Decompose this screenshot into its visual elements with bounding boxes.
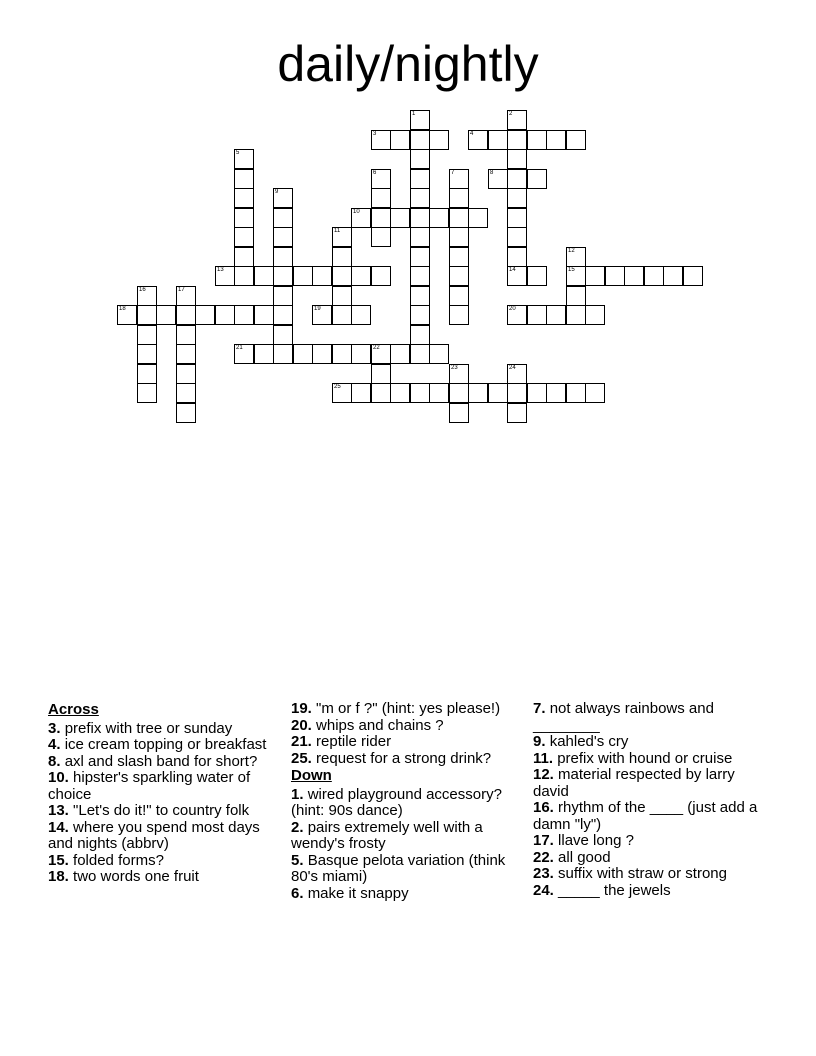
grid-cell[interactable] [449, 305, 469, 325]
grid-cell[interactable] [273, 208, 293, 228]
grid-cell[interactable] [234, 208, 254, 228]
grid-cell[interactable] [351, 383, 371, 403]
clue-down-1: 1. wired playground accessory? (hint: 90s dance) [291, 785, 502, 819]
clue-across-8: 8. axl and slash band for short? [48, 752, 258, 770]
clue-down-5: 5. Basque pelota variation (think 80's miami) [291, 851, 506, 885]
clue-across-21: 21. reptile rider [291, 733, 392, 750]
grid-cell[interactable] [332, 247, 352, 267]
grid-cell[interactable] [332, 227, 352, 247]
grid-cell[interactable] [176, 344, 196, 364]
grid-cell[interactable] [507, 188, 527, 208]
grid-cell[interactable] [507, 364, 527, 384]
clue-down-11: 11. prefix with hound or cruise [533, 749, 733, 767]
grid-cell[interactable] [215, 305, 235, 325]
grid-cell[interactable] [137, 344, 157, 364]
cell-number: 1 [412, 111, 416, 117]
grid-cell[interactable] [449, 266, 469, 286]
grid-cell[interactable] [624, 266, 644, 286]
grid-cell[interactable] [527, 266, 547, 286]
grid-cell[interactable] [566, 286, 586, 306]
grid-cell[interactable] [351, 305, 371, 325]
grid-cell[interactable] [293, 344, 313, 364]
grid-cell[interactable] [410, 305, 430, 325]
grid-cell[interactable] [585, 266, 605, 286]
grid-cell[interactable] [117, 305, 137, 325]
grid-cell[interactable] [137, 383, 157, 403]
cell-number: 19 [314, 306, 321, 312]
grid-cell[interactable] [546, 305, 566, 325]
clue-down-9: 9. kahled's cry [533, 733, 629, 750]
cell-number: 16 [139, 287, 146, 293]
cell-number: 10 [353, 209, 360, 215]
grid-cell[interactable] [332, 286, 352, 306]
grid-cell[interactable] [488, 169, 508, 189]
grid-cell[interactable] [176, 325, 196, 345]
grid-cell[interactable] [371, 364, 391, 384]
grid-cell[interactable] [468, 130, 488, 150]
grid-cell[interactable] [273, 266, 293, 286]
clues-column-3 [533, 701, 765, 899]
clue-across-18: 18. two words one fruit [48, 868, 199, 885]
clues-column-1 [48, 701, 270, 886]
grid-cell[interactable] [410, 208, 430, 228]
grid-cell[interactable] [449, 383, 469, 403]
grid-cell[interactable] [234, 305, 254, 325]
grid-cell[interactable] [449, 364, 469, 384]
clue-across-25: 25. request for a strong drink? [291, 749, 492, 767]
grid-cell[interactable] [137, 305, 157, 325]
grid-cell[interactable] [137, 325, 157, 345]
grid-cell[interactable] [137, 364, 157, 384]
cell-number: 21 [236, 345, 243, 351]
grid-cell[interactable] [449, 286, 469, 306]
grid-cell[interactable] [351, 344, 371, 364]
clue-across-19: 19. "m or f ?" (hint: yes please!) [291, 700, 501, 717]
grid-cell[interactable] [176, 286, 196, 306]
grid-cell[interactable] [371, 188, 391, 208]
grid-cell[interactable] [527, 169, 547, 189]
clue-down-16: 16. rhythm of the ____ (just add a damn "ly") [533, 799, 758, 833]
cell-number: 13 [217, 267, 224, 273]
grid-cell[interactable] [410, 266, 430, 286]
puzzle-title: daily/nightly [277, 36, 539, 92]
cell-number: 14 [509, 267, 516, 273]
grid-cell[interactable] [273, 325, 293, 345]
grid-cell[interactable] [234, 247, 254, 267]
grid-cell[interactable] [312, 344, 332, 364]
grid-cell[interactable] [449, 188, 469, 208]
grid-cell[interactable] [429, 208, 449, 228]
grid-cell[interactable] [566, 383, 586, 403]
clue-across-10: 10. hipster's sparkling water of choice [48, 769, 251, 803]
cell-number: 25 [334, 384, 341, 390]
cell-number: 4 [470, 131, 474, 137]
clue-across-4: 4. ice cream topping or breakfast [48, 736, 267, 753]
cell-number: 20 [509, 306, 516, 312]
grid-cell[interactable] [351, 266, 371, 286]
cell-number: 15 [568, 267, 575, 273]
grid-cell[interactable] [507, 130, 527, 150]
grid-cell[interactable] [546, 130, 566, 150]
grid-cell[interactable] [605, 266, 625, 286]
grid-cell[interactable] [254, 266, 274, 286]
cell-number: 7 [451, 170, 455, 176]
grid-cell[interactable] [371, 383, 391, 403]
grid-cell[interactable] [176, 305, 196, 325]
grid-cell[interactable] [273, 188, 293, 208]
grid-cell[interactable] [527, 305, 547, 325]
grid-cell[interactable] [371, 130, 391, 150]
grid-cell[interactable] [566, 130, 586, 150]
grid-cell[interactable] [371, 227, 391, 247]
grid-cell[interactable] [507, 383, 527, 403]
grid-cell[interactable] [585, 383, 605, 403]
cell-number: 2 [509, 111, 513, 117]
cell-number: 8 [490, 170, 494, 176]
cell-number: 24 [509, 365, 516, 371]
cell-number: 17 [178, 287, 185, 293]
grid-cell[interactable] [273, 305, 293, 325]
cell-number: 22 [373, 345, 380, 351]
grid-cell[interactable] [449, 227, 469, 247]
grid-cell[interactable] [371, 344, 391, 364]
clue-across-14: 14. where you spend most days and nights (abbrv) [48, 818, 260, 852]
grid-cell[interactable] [410, 110, 430, 130]
clue-down-22: 22. all good [533, 848, 611, 866]
grid-cell[interactable] [234, 344, 254, 364]
grid-cell[interactable] [507, 169, 527, 189]
clue-down-23: 23. suffix with straw or strong [533, 865, 727, 882]
grid-cell[interactable] [527, 383, 547, 403]
grid-cell[interactable] [254, 344, 274, 364]
grid-cell[interactable] [332, 344, 352, 364]
cell-number: 3 [373, 131, 377, 137]
grid-cell[interactable] [312, 266, 332, 286]
clue-down-12: 12. material respected by larry david [533, 766, 735, 800]
grid-cell[interactable] [644, 266, 664, 286]
clue-down-17: 17. llave long ? [533, 832, 634, 849]
clue-down-24: 24. _____ the jewels [533, 881, 671, 899]
grid-cell[interactable] [215, 266, 235, 286]
grid-cell[interactable] [410, 286, 430, 306]
grid-cell[interactable] [371, 208, 391, 228]
grid-cell[interactable] [254, 305, 274, 325]
grid-cell[interactable] [234, 149, 254, 169]
grid-cell[interactable] [234, 188, 254, 208]
cell-number: 9 [275, 189, 279, 195]
grid-cell[interactable] [449, 169, 469, 189]
clue-across-13: 13. "Let's do it!" to country folk [48, 802, 250, 819]
cell-number: 18 [119, 306, 126, 312]
grid-cell[interactable] [683, 266, 703, 286]
grid-cell[interactable] [156, 305, 176, 325]
grid-cell[interactable] [332, 383, 352, 403]
grid-cell[interactable] [176, 383, 196, 403]
grid-cell[interactable] [449, 403, 469, 423]
grid-cell[interactable] [371, 266, 391, 286]
grid-cell[interactable] [449, 208, 469, 228]
grid-cell[interactable] [429, 344, 449, 364]
grid-cell[interactable] [410, 188, 430, 208]
grid-cell[interactable] [468, 383, 488, 403]
grid-cell[interactable] [332, 266, 352, 286]
grid-cell[interactable] [176, 364, 196, 384]
grid-cell[interactable] [507, 403, 527, 423]
grid-cell[interactable] [566, 305, 586, 325]
grid-cell[interactable] [410, 325, 430, 345]
grid-cell[interactable] [137, 286, 157, 306]
cell-number: 12 [568, 248, 575, 254]
grid-cell[interactable] [410, 383, 430, 403]
grid-cell[interactable] [390, 130, 410, 150]
cell-number: 6 [373, 170, 377, 176]
clues-column-2 [291, 701, 516, 902]
grid-cell[interactable] [390, 344, 410, 364]
grid-cell[interactable] [507, 227, 527, 247]
grid-cell[interactable] [410, 247, 430, 267]
grid-cell[interactable] [566, 266, 586, 286]
grid-cell[interactable] [527, 130, 547, 150]
cell-number: 11 [334, 228, 341, 234]
clue-down-2: 2. pairs extremely well with a wendy's frosty [291, 818, 483, 852]
grid-cell[interactable] [312, 305, 332, 325]
clue-down-6: 6. make it snappy [291, 884, 409, 902]
clue-across-3: 3. prefix with tree or sunday [48, 719, 233, 737]
grid-cell[interactable] [585, 305, 605, 325]
grid-cell[interactable] [468, 208, 488, 228]
clue-down-7: 7. not always rainbows and ________ [533, 700, 714, 734]
grid-cell[interactable] [332, 305, 352, 325]
grid-cell[interactable] [429, 130, 449, 150]
grid-cell[interactable] [410, 169, 430, 189]
grid-cell[interactable] [449, 247, 469, 267]
cell-number: 23 [451, 365, 458, 371]
grid-cell[interactable] [507, 305, 527, 325]
grid-cell[interactable] [176, 403, 196, 423]
grid-cell[interactable] [507, 247, 527, 267]
grid-cell[interactable] [410, 149, 430, 169]
grid-cell[interactable] [273, 344, 293, 364]
grid-cell[interactable] [371, 169, 391, 189]
grid-cell[interactable] [390, 208, 410, 228]
grid-cell[interactable] [293, 266, 313, 286]
clue-across-20: 20. whips and chains ? [291, 716, 444, 734]
grid-cell[interactable] [410, 344, 430, 364]
grid-cell[interactable] [234, 227, 254, 247]
grid-cell[interactable] [273, 286, 293, 306]
grid-cell[interactable] [488, 130, 508, 150]
across-heading: Across [48, 701, 99, 718]
grid-cell[interactable] [351, 208, 371, 228]
grid-cell[interactable] [507, 149, 527, 169]
grid-cell[interactable] [234, 266, 254, 286]
grid-cell[interactable] [410, 227, 430, 247]
clue-across-15: 15. folded forms? [48, 851, 164, 869]
grid-cell[interactable] [507, 110, 527, 130]
crossword-grid [0, 0, 816, 460]
grid-cell[interactable] [507, 208, 527, 228]
grid-cell[interactable] [234, 169, 254, 189]
grid-cell[interactable] [195, 305, 215, 325]
grid-cell[interactable] [566, 247, 586, 267]
grid-cell[interactable] [663, 266, 683, 286]
cell-number: 5 [236, 150, 240, 156]
grid-cell[interactable] [273, 227, 293, 247]
down-heading: Down [291, 767, 332, 784]
grid-cell[interactable] [410, 130, 430, 150]
grid-cell[interactable] [507, 266, 527, 286]
grid-cell[interactable] [546, 383, 566, 403]
grid-cell[interactable] [390, 383, 410, 403]
grid-cell[interactable] [429, 383, 449, 403]
grid-cell[interactable] [273, 247, 293, 267]
grid-cell[interactable] [488, 383, 508, 403]
